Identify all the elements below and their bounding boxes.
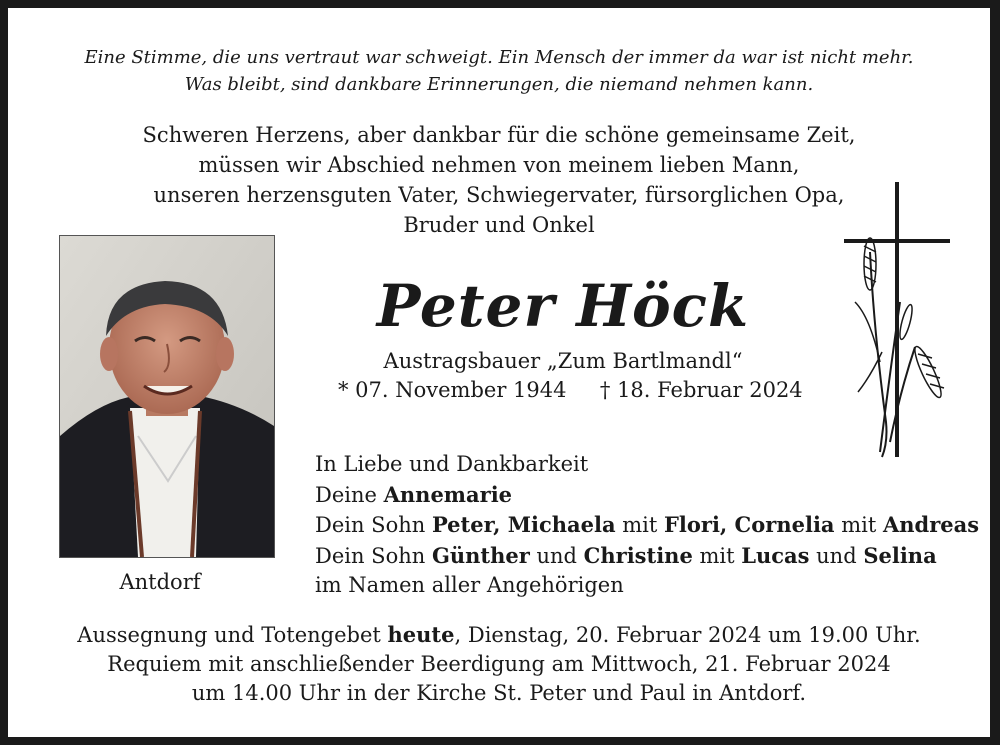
deceased-occupation: Austragsbauer „Zum Bartlmandl“ [383,349,743,373]
text: mit [834,513,883,537]
birth-date: * 07. November 1944 [338,378,567,402]
text: und [529,543,584,568]
name: Christine [583,542,693,568]
text: und [809,543,864,568]
intro-line: Bruder und Onkel [403,213,595,237]
deceased-name: Peter Höck [376,272,750,340]
name: Annemarie [383,481,513,507]
text: Dein Sohn [315,543,432,568]
portrait-illustration [60,236,274,557]
intro-line: müssen wir Abschied nehmen von meinem lieben Mann, [198,153,800,177]
funeral-line: Requiem mit anschließender Beerdigung am Mittwoch, 21. Februar 2024 [107,652,891,676]
mourners-line [315,541,979,572]
funeral-line: um 14.00 Uhr in der Kirche St. Peter und Paul in Antdorf. [191,681,807,705]
motto-line: Eine Stimme, die uns vertraut war schweigt. Ein Mensch der immer da war ist nicht mehr. [84,47,914,68]
mourners-line: In Liebe und Dankbarkeit [315,452,589,476]
text: mit [615,513,664,537]
mourners-list [315,450,979,601]
funeral-line [8,620,990,650]
name: Andreas [882,512,980,537]
motto [8,44,990,98]
cross-with-wheat-icon [840,182,952,462]
funeral-info [8,620,990,708]
text: , Dienstag, 20. Februar 2024 um 19.00 Uhr. [454,623,921,647]
text: Aussegnung und Totengebet [77,623,388,647]
name: Günther [431,542,530,568]
mourners-line [315,480,979,511]
place-label: Antdorf [119,570,201,594]
intro-line: Schweren Herzens, aber dankbar für die schöne gemeinsame Zeit, [142,123,856,147]
motto-line: Was bleibt, sind dankbare Erinnerungen, die niemand nehmen kann. [184,74,814,95]
highlight: heute [387,622,455,647]
name: Selina [863,542,937,568]
life-dates [338,378,803,402]
mourners-line [315,510,979,541]
name: Flori, Cornelia [664,512,835,537]
name: Peter, Michaela [431,512,616,537]
intro-line: unseren herzensguten Vater, Schwiegervater, fürsorglichen Opa, [153,183,845,207]
cross-with-wheat-icon [840,182,952,462]
text: mit [692,543,742,568]
portrait-photo [59,235,275,558]
name: Lucas [741,542,810,568]
mourners-line: im Namen aller Angehörigen [315,573,624,597]
text: Deine [315,482,384,507]
obituary-card [8,8,990,737]
death-date: † 18. Februar 2024 [599,378,803,402]
text: Dein Sohn [315,513,432,537]
